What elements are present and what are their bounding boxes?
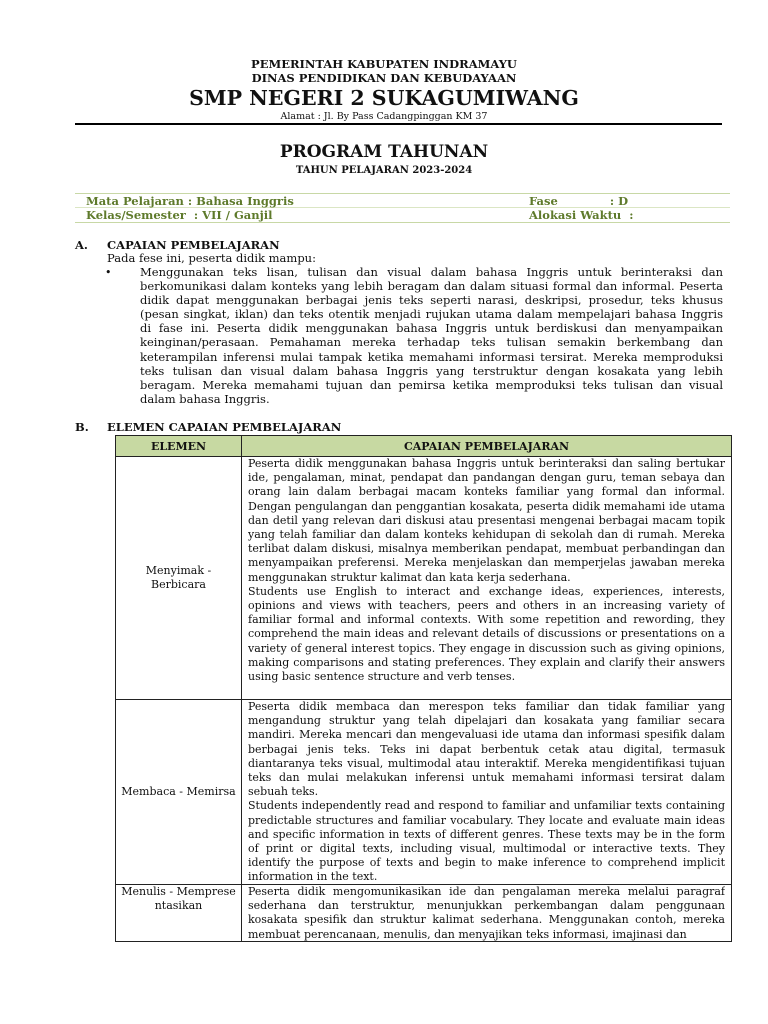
- school-address: Alamat : Jl. By Pass Cadangpinggan KM 37: [280, 111, 488, 122]
- bullet-marker: •: [105, 266, 112, 279]
- outcome-text-id: Peserta didik membaca dan merespon teks familiar dan tidak familiar yang mengandung struktur yang telah dipelajari dan kosakata yang familiar secara mandiri. Mereka mencari dan mengevaluasi ide utama dan informasi spesifik dalam berbagai jenis teks. Teks ini dapat berbentuk cetak atau digital, termasuk diantaranya teks visual, multimodal atau interaktif. Mereka mengidentifikasi tujuan teks dan mulai melakukan inferensi untuk memahami informasi tersirat dalam sebuah teks.: [248, 700, 725, 799]
- document-title: PROGRAM TAHUNAN: [279, 142, 489, 162]
- academic-year: TAHUN PELAJARAN 2023-2024: [295, 165, 473, 176]
- government-heading: PEMERINTAH KABUPATEN INDRAMAYU: [251, 57, 517, 71]
- table-row: [116, 700, 732, 885]
- header-element: ELEMEN: [116, 436, 242, 457]
- table-row: [116, 457, 732, 700]
- element-name: Menulis - Mempresentasikan: [116, 885, 242, 942]
- school-name: SMP NEGERI 2 SUKAGUMIWANG: [189, 86, 579, 110]
- outcome-cell: [242, 457, 732, 700]
- department-heading: DINAS PENDIDIKAN DAN KEBUDAYAAN: [251, 71, 517, 85]
- time-allocation-info: Alokasi Waktu :: [529, 208, 634, 222]
- section-a-intro: Pada fese ini, peserta didik mampu:: [107, 251, 316, 265]
- outcome-text-en: Students use English to interact and exchange ideas, experiences, interests, opinions and views with teachers, peers and others in an increasing variety of familiar formal and informal contexts. With some repetition and rewording, they comprehend the main ideas and relevant details of discussions or presentations on a variety of general interest topics. They engage in discussion such as giving opinions, making comparisons and stating preferences. They explain and clarify their answers using basic sentence structure and verb tenses.: [248, 584, 725, 684]
- section-a-title: CAPAIAN PEMBELAJARAN: [107, 238, 280, 252]
- element-name: Menyimak - Berbicara: [116, 457, 242, 700]
- elements-table: [115, 435, 732, 942]
- letterhead-rule: [75, 123, 722, 125]
- outcome-cell: [242, 885, 732, 942]
- class-semester-info: Kelas/Semester : VII / Ganjil: [86, 208, 273, 222]
- section-b-title: ELEMEN CAPAIAN PEMBELAJARAN: [107, 420, 342, 434]
- subject-info: Mata Pelajaran : Bahasa Inggris: [86, 194, 294, 208]
- table-header-row: [116, 436, 732, 457]
- header-learning-outcome: CAPAIAN PEMBELAJARAN: [242, 436, 732, 457]
- outcome-text-en: Students independently read and respond to familiar and unfamiliar texts containing predictable structures and familiar vocabulary. They locate and evaluate main ideas and specific information in texts of different genres. These texts may be in the form of print or digital texts, including visual, multimodal or interactive texts. They identify the purpose of texts and begin to make inference to comprehend implicit information in the text.: [248, 799, 725, 884]
- section-a-letter: A.: [75, 238, 88, 252]
- phase-info: Fase : D: [529, 194, 629, 208]
- element-name: Membaca - Memirsa: [116, 700, 242, 885]
- outcome-text-id: Peserta didik mengomunikasikan ide dan pengalaman mereka melalui paragraf sederhana dan terstruktur, menunjukkan perkembangan dalam penggunaan kosakata spesifik dan struktur kalimat sederhana. Menggunakan contoh, mereka membuat perencanaan, menulis, dan menyajikan teks informasi, imajinasi dan: [248, 885, 725, 941]
- section-b-letter: B.: [75, 420, 89, 434]
- learning-outcome-paragraph: Menggunakan teks lisan, tulisan dan visual dalam bahasa Inggris untuk berinteraksi dan berkomunikasi dalam konteks yang lebih beragam dan dalam situasi formal dan informal. Peserta didik dapat menggunakan berbagai jenis teks seperti narasi, deskripsi, prosedur, teks khusus (pesan singkat, iklan) dan teks otentik menjadi rujukan utama dalam mempelajari bahasa Inggris di fase ini. Peserta didik menggunakan bahasa Inggris untuk berdiskusi dan menyampaikan keinginan/perasaan. Pemahaman mereka terhadap teks tulisan semakin berkembang dan keterampilan inferensi mulai tampak ketika memahami informasi tersirat. Mereka memproduksi teks tulisan dan visual dalam bahasa Inggris yang terstruktur dengan kosakata yang lebih beragam. Mereka memahami tujuan dan pemirsa ketika memproduksi teks tulisan dan visual dalam bahasa Inggris.: [140, 265, 723, 406]
- outcome-text-id: Peserta didik menggunakan bahasa Inggris untuk berinteraksi dan saling bertukar ide, pengalaman, minat, pendapat dan pandangan dengan guru, teman sebaya dan orang lain dalam berbagai macam konteks familiar yang formal dan informal. Dengan pengulangan dan penggantian kosakata, peserta didik memahami ide utama dan detil yang relevan dari diskusi atau presentasi mengenai berbagai macam topik yang telah familiar dan dalam konteks kehidupan di sekolah dan di rumah. Mereka terlibat dalam diskusi, misalnya memberikan pendapat, membuat perbandingan dan menyampaikan preferensi. Mereka menjelaskan dan memperjelas jawaban mereka menggunakan struktur kalimat dan kata kerja sederhana.: [248, 457, 725, 584]
- outcome-cell: [242, 700, 732, 885]
- table-row: [116, 885, 732, 942]
